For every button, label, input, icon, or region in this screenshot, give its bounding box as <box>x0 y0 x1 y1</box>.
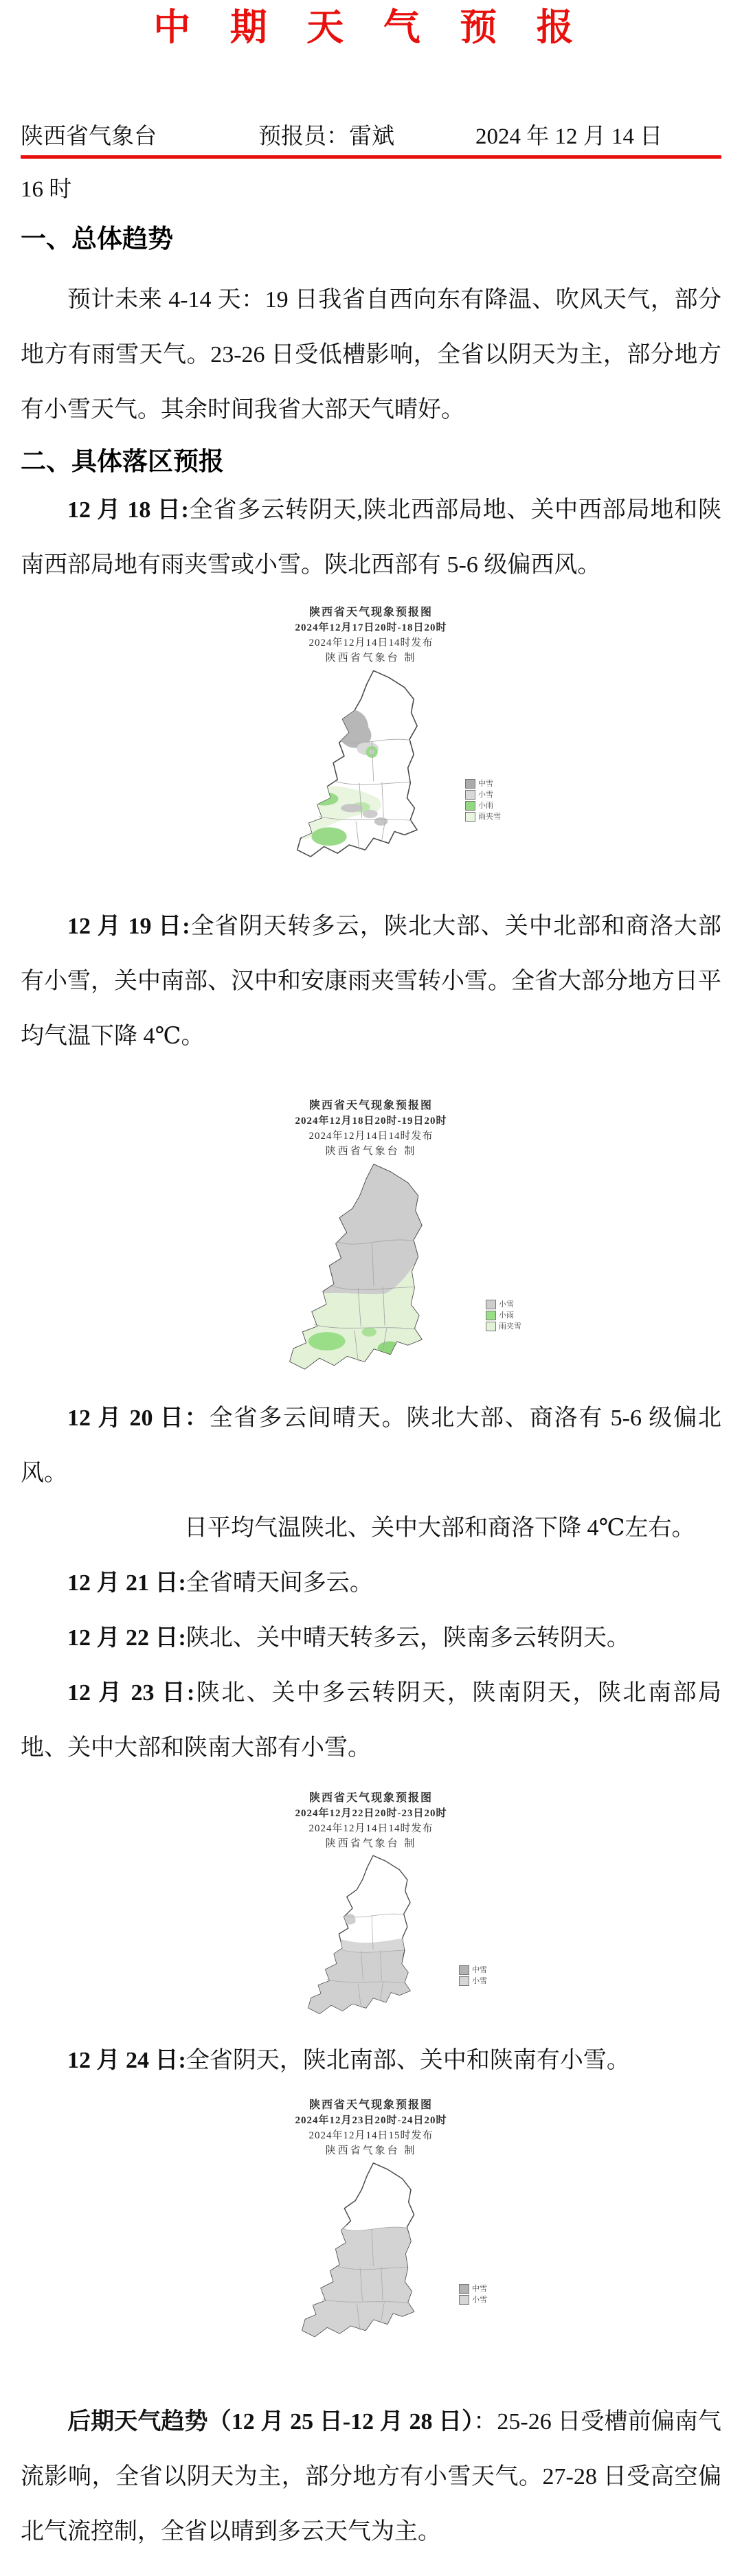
forecast-text: 全省多云转阴天,陕北西部局地、关中西部局地和陕南西部局地有雨夹雪或小雪。陕北西部有 5-6 级偏西风。 <box>21 497 721 578</box>
legend-label: 雨夹雪 <box>478 813 501 821</box>
legend-item <box>465 789 501 800</box>
map-title: 陕西省天气现象预报图 <box>308 1792 433 1804</box>
legend-swatch <box>459 1965 469 1975</box>
legend-swatch <box>459 1976 469 1986</box>
map-period: 2024年12月22日20时-23日20时 <box>295 1808 447 1819</box>
forecast-date: 12 月 21 日: <box>67 1570 186 1596</box>
legend-swatch <box>465 779 475 789</box>
legend-label: 小雪 <box>472 1977 487 1985</box>
forecast-date: 12 月 20 日： <box>67 1405 210 1431</box>
map-maker: 陕西省气象台 制 <box>325 653 417 664</box>
shaanxi-province-map <box>293 2158 449 2351</box>
map-title-block <box>210 2098 532 2158</box>
legend-item <box>465 778 501 789</box>
map-maker: 陕西省气象台 制 <box>325 1146 417 1157</box>
section-heading-detail: 二、具体落区预报 <box>21 447 224 475</box>
forecast-entry-dec24 <box>21 2033 721 2088</box>
legend-item <box>486 1310 521 1321</box>
outlook-text: ：25-26 日受槽前偏南气流影响，全省以阴天为主，部分地方有小雪天气。27-28 日受高空偏北气流控制，全省以晴到多云天气为主。 <box>21 2409 721 2544</box>
forecast-entry-dec22 <box>21 1611 721 1666</box>
legend-label: 雨夹雪 <box>499 1322 521 1331</box>
issue-date: 2024 年 12 月 14 日 <box>475 124 663 149</box>
forecast-date: 12 月 18 日: <box>67 497 189 523</box>
forecast-date: 12 月 23 日: <box>67 1680 195 1706</box>
map-issued: 2024年12月14日14时发布 <box>308 1823 434 1834</box>
legend-swatch <box>486 1322 496 1331</box>
legend-label: 小雪 <box>499 1300 514 1309</box>
map-legend <box>465 778 501 822</box>
map-period: 2024年12月18日20时-19日20时 <box>295 1116 447 1127</box>
legend-swatch <box>465 801 475 811</box>
legend-label: 中雪 <box>472 1966 487 1974</box>
legend-item <box>459 2283 487 2294</box>
shaanxi-province-map <box>279 1159 463 1386</box>
legend-item <box>465 800 501 811</box>
issue-time: 16 时 <box>21 177 72 202</box>
forecast-text: 全省晴天间多云。 <box>186 1570 373 1596</box>
map-title: 陕西省天气现象预报图 <box>308 607 433 618</box>
forecast-text: 全省阴天转多云，陕北大部、关中北部和商洛大部有小雪，关中南部、汉中和安康雨夹雪转小雪。全省大部分地方日平均气温下降 4℃。 <box>21 914 722 1049</box>
issuing-org: 陕西省气象台 <box>21 124 157 149</box>
forecast-text: 全省多云间晴天。陕北大部、商洛有 5-6 级偏北风。 <box>21 1405 722 1486</box>
forecast-text-line2: 日平均气温陕北、关中大部和商洛下降 4℃左右。 <box>184 1515 695 1541</box>
legend-swatch <box>459 2284 469 2294</box>
forecast-entry-dec18 <box>21 483 721 593</box>
forecast-text: 陕北、关中晴天转多云，陕南多云转阴天。 <box>186 1625 630 1651</box>
map-issued: 2024年12月14日14时发布 <box>308 637 434 648</box>
legend-label: 小雨 <box>478 802 493 810</box>
legend-label: 中雪 <box>478 780 493 788</box>
legend-item <box>459 2294 487 2305</box>
legend-swatch <box>465 790 475 800</box>
document-header <box>21 124 721 150</box>
legend-item <box>459 1965 487 1976</box>
map-issued: 2024年12月14日14时发布 <box>308 1131 434 1142</box>
weather-map-figure-dec19 <box>210 1094 532 1386</box>
section-heading-overall: 一、总体趋势 <box>21 225 173 253</box>
weather-map-figure-dec24 <box>210 2094 532 2351</box>
shaanxi-province-map <box>287 666 455 872</box>
legend-item <box>459 1976 487 1987</box>
forecaster-name: 预报员：雷斌 <box>258 124 394 149</box>
legend-swatch <box>486 1311 496 1320</box>
forecast-text: 全省阴天，陕北南部、关中和陕南有小雪。 <box>186 2048 630 2073</box>
map-issued: 2024年12月14日15时发布 <box>308 2130 434 2141</box>
legend-item <box>486 1299 521 1310</box>
forecast-entry-dec19 <box>21 899 721 1064</box>
red-divider <box>21 155 721 159</box>
forecast-date: 12 月 19 日: <box>67 914 190 939</box>
map-legend <box>486 1299 521 1332</box>
map-title-block <box>210 1098 532 1159</box>
map-maker: 陕西省气象台 制 <box>325 1838 417 1849</box>
overall-paragraph: 预计未来 4-14 天：19 日我省自西向东有降温、吹风天气，部分地方有雨雪天气。23-26 日受低槽影响，全省以阴天为主，部分地方有小雪天气。其余时间我省大部天气晴好。 <box>21 287 721 422</box>
map-maker: 陕西省气象台 制 <box>325 2145 417 2156</box>
map-legend <box>459 2283 487 2305</box>
map-title: 陕西省天气现象预报图 <box>308 2099 433 2111</box>
forecast-entry-dec20 <box>21 1391 721 1556</box>
shaanxi-province-map <box>300 1851 442 2026</box>
map-period: 2024年12月23日20时-24日20时 <box>295 2115 447 2126</box>
snow-areas <box>302 2218 414 2337</box>
legend-swatch <box>465 812 475 822</box>
legend-item <box>486 1321 521 1332</box>
map-title-block <box>210 1791 532 1851</box>
forecast-text: 陕北、关中多云转阴天，陕南阴天，陕北南部局地、关中大部和陕南大部有小雪。 <box>21 1680 721 1761</box>
legend-label: 小雨 <box>499 1311 514 1320</box>
forecast-date: 12 月 22 日: <box>67 1625 186 1651</box>
legend-swatch <box>459 2295 469 2305</box>
legend-label: 小雪 <box>478 791 493 799</box>
map-title: 陕西省天气现象预报图 <box>308 1100 433 1111</box>
forecast-entry-dec23 <box>21 1666 721 1776</box>
map-period: 2024年12月17日20时-18日20时 <box>295 622 447 633</box>
weather-map-figure-dec18 <box>210 601 532 872</box>
forecast-entry-dec21 <box>21 1556 721 1611</box>
snow-rain-areas <box>290 1164 422 1368</box>
forecast-date: 12 月 24 日: <box>67 2048 186 2073</box>
outlook-paragraph <box>21 2395 721 2560</box>
weather-map-figure-dec23 <box>210 1787 532 2026</box>
legend-label: 小雪 <box>472 2296 487 2304</box>
legend-item <box>465 811 501 822</box>
legend-swatch <box>486 1300 496 1309</box>
page-title: 中 期 天 气 预 报 <box>153 7 589 48</box>
map-legend <box>459 1965 487 1987</box>
map-title-block <box>210 605 532 666</box>
outlook-lead: 后期天气趋势（12 月 25 日-12 月 28 日） <box>67 2409 474 2434</box>
legend-label: 中雪 <box>472 2285 487 2293</box>
